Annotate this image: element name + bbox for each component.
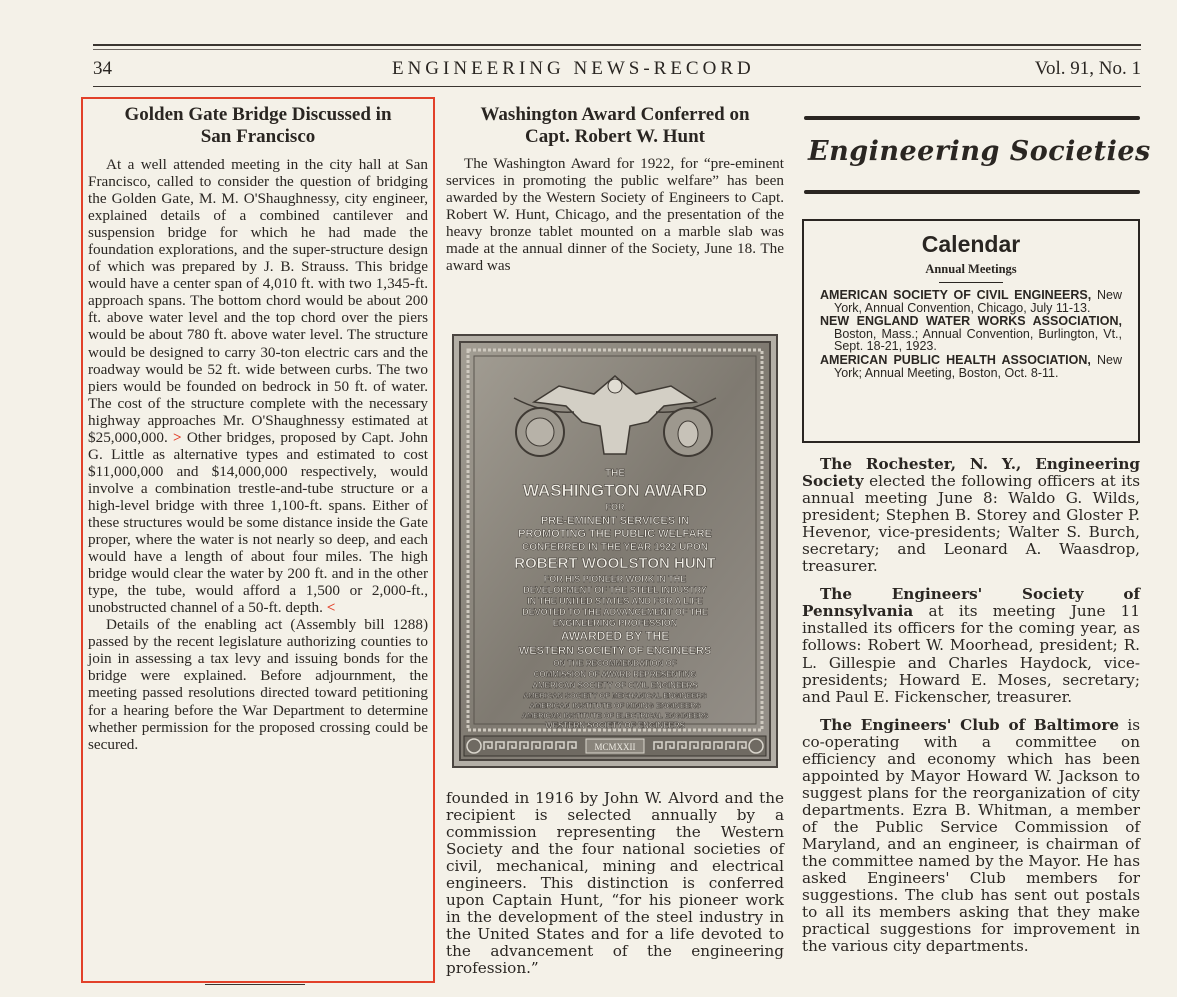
calendar-entry [820, 354, 1122, 379]
calendar-subtitle: Annual Meetings [925, 262, 1017, 276]
society-news [802, 456, 1140, 966]
running-title: ENGINEERING NEWS-RECORD [391, 58, 755, 79]
plaque-text: WASHINGTON AWARD [522, 481, 708, 500]
section-rule-top [804, 116, 1140, 120]
paragraph-text: The Washington Award for 1922, for “pre-eminent services in promoting the public welfare” has been awarded by the Western Society of Engineers to Capt. Robert W. Hunt, Chicago, and the presentation of the heavy bronze tablet mounted on a marble slab was made at the annual dinner of the Society, June 18. The award was [446, 155, 784, 275]
headline-line-1: Washington Award Conferred on [480, 104, 750, 125]
plaque-text: ROBERT WOOLSTON HUNT [514, 555, 716, 572]
plaque-illustration [454, 336, 776, 766]
article-washington-award-continued [446, 790, 784, 978]
calendar-org: AMERICAN PUBLIC HEALTH ASSOCIATION, [820, 352, 1091, 367]
news-lead: The Rochester, N. Y., Engineering Society [802, 455, 1140, 491]
paragraph [446, 790, 784, 978]
plaque-text: AMERICAN INSTITUTE OF ELECTRICAL ENGINEERS [521, 711, 709, 720]
paragraph-text: founded in 1916 by John W. Alvord and the recipient is selected annually by a commission representing the Western Society and the four national societies of civil, mechanical, mining and electrical engineers. This distinction is conferred upon Captain Hunt, “for his pioneer work in the development of the steel industry in the United States and for a life devoted to the advancement of the engineering profession.” [446, 789, 784, 978]
calendar-org: NEW ENGLAND WATER WORKS ASSOCIATION, [820, 314, 1122, 329]
news-lead: The Engineers' Society of Pennsylvania [802, 585, 1140, 621]
plaque-text: COMMISSION OF AWARD REPRESENTING [533, 670, 697, 679]
running-header [93, 56, 1141, 82]
plaque-text: IN THE UNITED STATES AND FOR A LIFE [527, 596, 703, 606]
plaque-text: AWARDED BY THE [560, 629, 670, 643]
paragraph-text-highlighted: Other bridges, proposed by Capt. John G. Little as alternative types and estimated to cost $11,000,000 and $14,000,000 respectively, would involve a combination trestle-and-tube structure or a high-level bridge with three 1,100-ft. spans. Either of these structures would be some distance inside the Gate proper, where the water is not nearly so deep, and each would have a length of about four miles. The high bridge would clear the water by 200 ft. and in the other type, the tube, would afford a 1,500 or 2,000-ft., unobstructed channel of a 50-ft. depth. [88, 428, 429, 617]
headline-line-1: Golden Gate Bridge Discussed in [124, 104, 392, 125]
news-item [802, 456, 1140, 575]
header-rule [93, 44, 1141, 46]
news-item [802, 717, 1140, 956]
article-headline [446, 104, 784, 148]
header-rule-thin [93, 49, 1141, 50]
highlight-end-marker: < [326, 599, 336, 617]
plaque-text: PRE-EMINENT SERVICES IN [540, 515, 690, 527]
plaque-text: FOR HIS PIONEER WORK IN THE [543, 574, 687, 584]
calendar-org: AMERICAN SOCIETY OF CIVIL ENGINEERS, [820, 288, 1092, 302]
section-title: Engineering Societies [808, 136, 1151, 167]
article-washington-award [446, 104, 784, 274]
section-rule-bottom [804, 190, 1140, 194]
paragraph [88, 156, 428, 616]
plaque-text: FOR [605, 502, 625, 512]
plaque-text: AMERICAN INSTITUTE OF MINING ENGINEERS [529, 701, 701, 710]
headline-line-2: San Francisco [200, 126, 316, 147]
plaque-text: WESTERN SOCIETY OF ENGINEERS [545, 721, 685, 730]
plaque-text: DEVELOPMENT OF THE STEEL INDUSTRY [523, 585, 707, 595]
calendar-divider [939, 282, 1003, 283]
article-body [88, 156, 428, 753]
calendar-title: Calendar [921, 231, 1021, 257]
news-item [802, 586, 1140, 705]
paragraph-text: Details of the enabling act (Assembly bill 1288) passed by the recent legislature authorizing counties to join in assessing a tax levy and issuing bonds for the bridge were explained. Before adjournment, the meeting passed resolutions directed toward petitioning for a hearing before the War Department to determine whether permission for the proposed crossing could be secured. [88, 616, 428, 753]
plaque-text: AMERICAN SOCIETY OF MECHANICAL ENGINEERS [523, 691, 707, 700]
article-headline [88, 104, 428, 148]
paragraph-text: At a well attended meeting in the city hall at San Francisco, called to consider the question of bridging the Golden Gate, M. M. O'Shaughnessy, city engineer, explained details of a combined cantilever and suspension bridge for which he had made the foundation explorations, and the super-structure design of which was prepared by J. B. Strauss. This bridge would have a center span of 4,010 ft. with two 1,345-ft. approach spans. The bottom chord would be about 200 ft. above water level and the top chord over the piers would be about 780 ft. above water level. The structure would be designed to carry 30-ton electric cars and the roadway would be 52 ft. wide between curbs. The two piers would be founded on bedrock in 50 ft. of water. The cost of the structure complete with the necessary highway approaches Mr. O'Shaughnessy estimated at $25,000,000. [88, 156, 428, 446]
paragraph [88, 616, 428, 752]
highlight-start-marker: > [172, 428, 182, 446]
plaque-text: THE [605, 468, 625, 479]
article-golden-gate [88, 104, 428, 753]
calendar-box [802, 219, 1140, 443]
plaque-text: ON THE RECOMMENDATION OF [553, 659, 677, 668]
headline-line-2: Capt. Robert W. Hunt [525, 126, 705, 147]
calendar-entry [820, 289, 1122, 314]
paragraph [446, 155, 784, 274]
news-text: is co-operating with a committee on efficiency and economy which has been appointed by Mayor Howard W. Jackson to suggest plans for the reorganization of city departments. Ezra B. Whitman, a member of the Public Service Commission of Maryland, and an engineer, is chairman of the committee named by the Mayor. He has asked Engineers' Club members for suggestions. The club has sent out postals to all its members asking that they make practical suggestions for improvement in the various city departments. [802, 715, 1140, 956]
plaque-text: WESTERN SOCIETY OF ENGINEERS [518, 645, 712, 657]
article-body [446, 790, 784, 978]
calendar-details: New York, Annual Convention, Chicago, July 11-13. [834, 288, 1122, 315]
page-number: 34 [93, 58, 112, 79]
plaque-text: ENGINEERING PROFESSION [552, 618, 678, 628]
plaque-roman-date: MCMXXII [594, 742, 636, 752]
header-bottom-rule [93, 86, 1141, 87]
volume-number: Vol. 91, No. 1 [1034, 58, 1141, 79]
article-body [446, 155, 784, 274]
calendar-entry [820, 315, 1122, 353]
news-text: at its meeting June 11 installed its officers for the coming year, as follows: Robert W. Moorhead, president; R. L. Gillespie and Charles Haydock, vice-presidents; Howard E. Moses, secretary; and Paul E. Fickenscher, treasurer. [802, 602, 1141, 706]
calendar-details: Boston, Mass.; Annual Convention, Burlington, Vt., Sept. 18-21, 1923. [834, 326, 1122, 354]
plaque-text: PROMOTING THE PUBLIC WELFARE [518, 528, 712, 540]
award-plaque-image [452, 334, 778, 768]
calendar-details: New York; Annual Meeting, Boston, Oct. 8-11. [834, 352, 1122, 380]
plaque-text: CONFERRED IN THE YEAR 1922 UPON [522, 542, 708, 553]
plaque-text: AMERICAN SOCIETY OF CIVIL ENGINEERS [532, 681, 698, 690]
column-end-rule [205, 984, 305, 985]
news-lead: The Engineers' Club of Baltimore [820, 715, 1120, 734]
calendar-entries [804, 289, 1138, 379]
news-text: elected the following officers at its annual meeting June 8: Waldo G. Wilds, president; Stephen B. Storey and Gloster P. Hevenor, vice-presidents; Walter S. Burch, secretary; and Leonard A. Waasdrop, treasurer. [802, 472, 1141, 576]
plaque-text: DEVOTED TO THE ADVANCEMENT OF THE [522, 607, 708, 617]
